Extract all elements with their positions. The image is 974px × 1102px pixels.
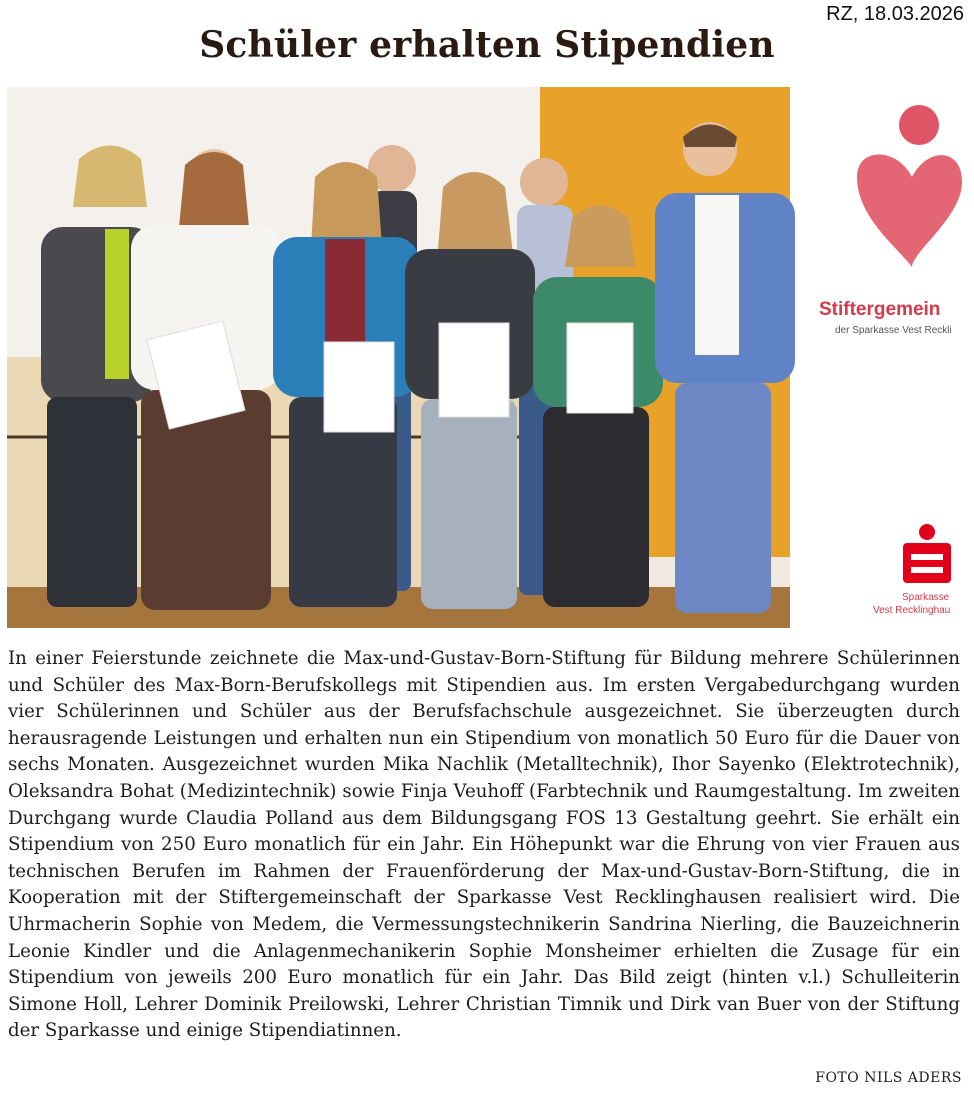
brand-name: Sparkasse (902, 592, 950, 603)
source-date: RZ, 18.03.2026 (826, 3, 964, 25)
article-body: In einer Feierstunde zeichnete die Max-und-Gustav-Born-Stiftung für Bildung mehrere Schülerinnen und Schüler des Max-Born-Berufskollegs mit Stipendien aus. Im ersten Vergabedurchgang wurden vier Schülerinnen und Schüler aus der Berufsfachschule ausgezeichnet. Sie überzeugten durch herausragende Leistungen und erhalten nun ein Stipendium von monatlich 50 Euro für die Dauer von sechs Monaten. Ausgezeichnet wurden Mika Nachlik (Metalltechnik), Ihor Sayenko (Elektrotechnik), Oleksandra Bohat (Medizintechnik) sowie Finja Veuhoff (Farbtechnik und Raumgestaltung. Im zweiten Durchgang wurde Claudia Polland aus dem Bildungsgang FOS 13 Gestaltung geehrt. Sie erhält ein Stipendium von 250 Euro monatlich für ein Jahr. Ein Höhepunkt war die Ehrung von vier Frauen aus technischen Berufen im Rahmen der Frauenförderung der Max-und-Gustav-Born-Stiftung, die in Kooperation mit der Stiftergemeinschaft der Sparkasse Vest Recklinghausen realisiert wird. Die Uhrmacherin Sophie von Medem, die Vermessungstechnikerin Sandrina Nierling, die Bauzeichnerin Leonie Kindler und die Anlagenmechanikerin Sophie Monsheimer erhielten die Zusage für ein Stipendium von jeweils 200 Euro monatlich für ein Jahr. Das Bild zeigt (hinten v.l.) Schulleiterin Simone Holl, Lehrer Dominik Preilowski, Lehrer Christian Timnik und Dirk van Buer von der Stiftung der Sparkasse und einige Stipendiatinnen. (8, 648, 960, 1042)
sponsor-banner (790, 87, 964, 628)
banner-subtitle: der Sparkasse Vest Reckli (835, 325, 952, 336)
photo-credit: FOTO NILS ADERS (815, 1070, 962, 1086)
article-headline: Schüler erhalten Stipendien (199, 24, 775, 66)
brand-region: Vest Recklinghau (873, 605, 951, 616)
banner-title: Stiftergemein (819, 299, 941, 320)
heart-hands-logo (899, 105, 939, 145)
article-photo (7, 87, 964, 628)
